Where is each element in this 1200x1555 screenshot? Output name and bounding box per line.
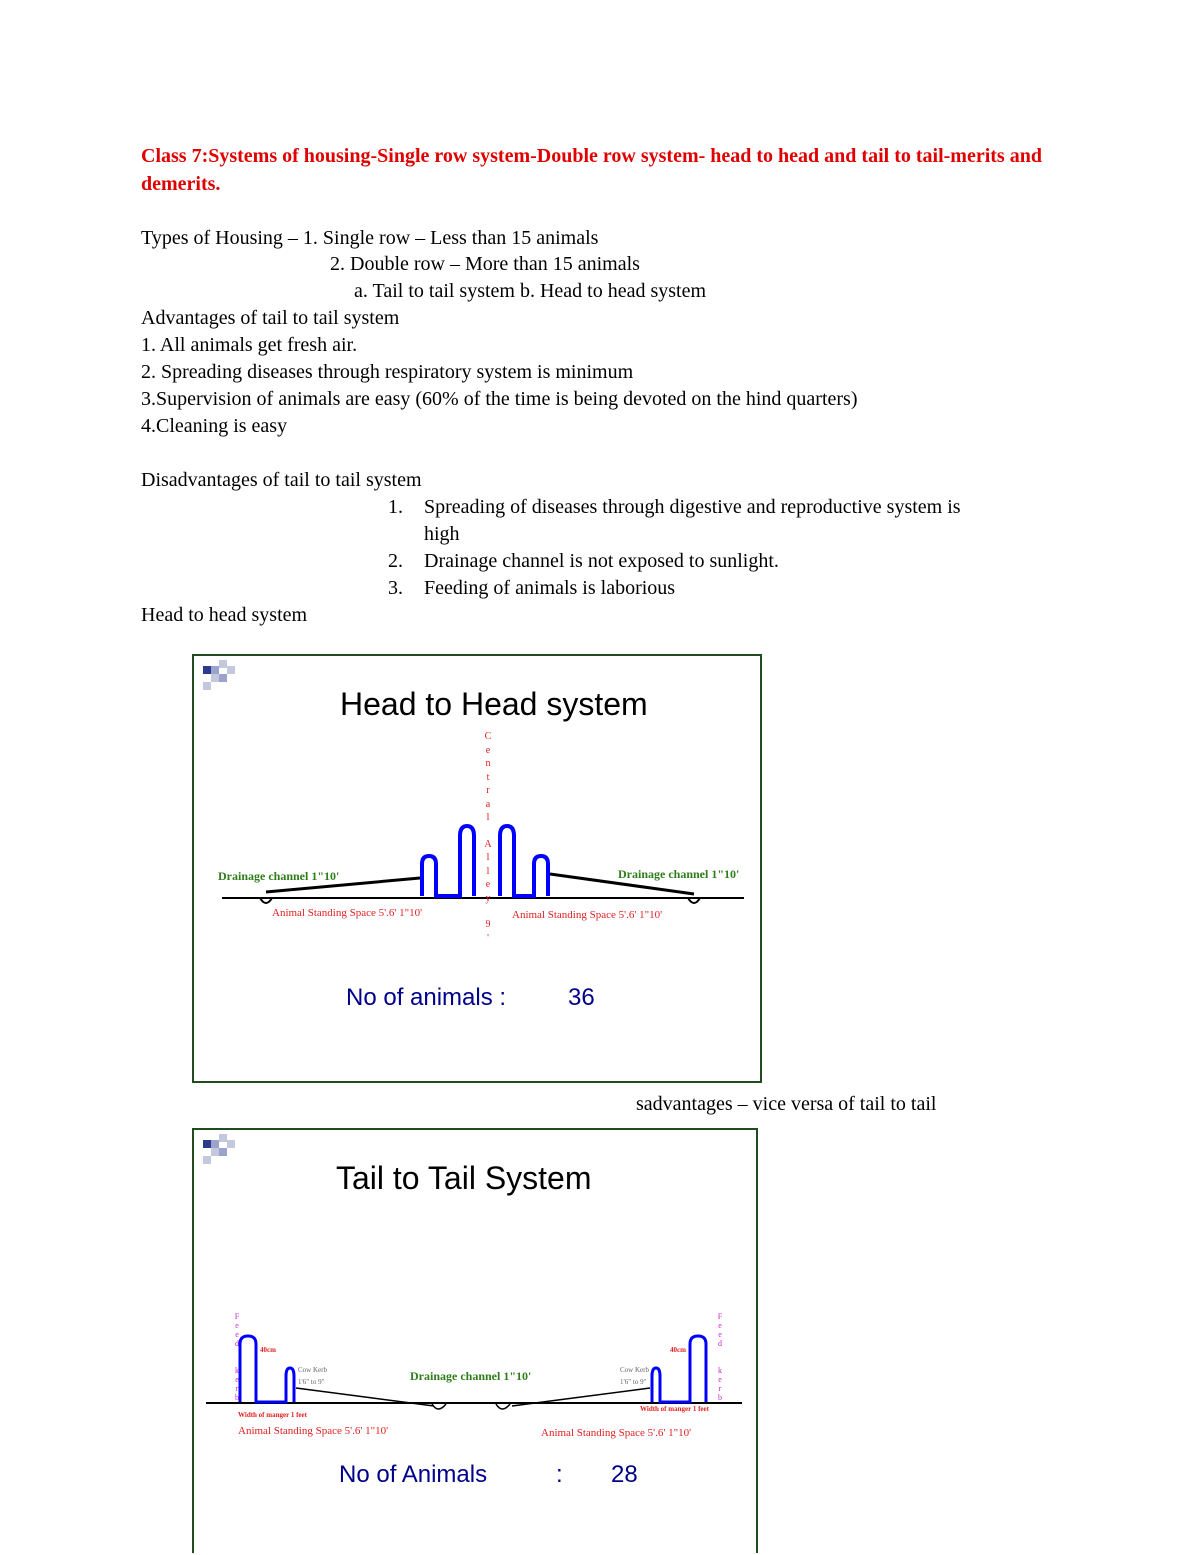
standing-space-right-label: Animal Standing Space 5'.6' 1"10' <box>512 909 663 921</box>
manger-width-left-label: Width of manger 1 feet <box>238 1411 307 1419</box>
types-line-2: 2. Double row – More than 15 animals <box>330 253 640 275</box>
feed-alley-left-label: F e e d k e r b <box>234 1312 240 1402</box>
advantages-title: Advantages of tail to tail system <box>141 307 400 329</box>
drain-right-label: Drainage channel 1"10' <box>618 867 740 881</box>
drain-label: Drainage channel 1"10' <box>410 1369 532 1383</box>
animal-count-label: No of Animals <box>339 1461 488 1488</box>
disadvantage-number: 1. <box>388 496 403 518</box>
disadvantage-number: 3. <box>388 577 403 599</box>
disadvantage-item: Spreading of diseases through digestive and reproductive system is <box>424 496 961 518</box>
disadvantage-item: Feeding of animals is laborious <box>424 577 676 599</box>
slide-logo-icon <box>203 1134 235 1164</box>
slide-title: Head to Head system <box>340 686 648 722</box>
manger-right-width: 40cm <box>670 1346 686 1354</box>
animal-count-colon: : <box>556 1461 563 1488</box>
cow-kerb-left-b: 1'6" to 9" <box>298 1378 325 1386</box>
vice-versa-note: sadvantages – vice versa of tail to tail <box>636 1093 937 1115</box>
animal-count-value: 28 <box>611 1461 638 1488</box>
head-to-head-label: Head to head system <box>141 604 308 626</box>
feed-alley-right-label: F e e d k e r b <box>717 1312 723 1402</box>
tail-to-tail-slide <box>192 1128 758 1553</box>
advantage-item: 2. Spreading diseases through respiratory system is minimum <box>141 361 634 383</box>
animal-count-label: No of animals : <box>346 984 507 1011</box>
drain-right <box>496 1404 510 1409</box>
advantage-item: 1. All animals get fresh air. <box>141 334 358 356</box>
manger-left <box>422 826 474 896</box>
slide-title: Tail to Tail System <box>336 1160 592 1196</box>
central-alley-label: C e n t r a l A l l e y 9 ' <box>484 731 492 944</box>
disadvantages-title: Disadvantages of tail to tail system <box>141 469 422 491</box>
advantage-item: 4.Cleaning is easy <box>141 415 288 437</box>
animal-count-value: 36 <box>568 984 595 1011</box>
cow-kerb-right-a: Cow Kerb <box>620 1366 649 1374</box>
disadvantage-number: 2. <box>388 550 403 572</box>
cow-kerb-right-b: 1'6" to 9" <box>620 1378 647 1386</box>
advantage-item: 3.Supervision of animals are easy (60% of the time is being devoted on the hind quarters) <box>141 388 858 410</box>
standing-space-left-label: Animal Standing Space 5'.6' 1"10' <box>238 1425 389 1437</box>
standing-space-left-label: Animal Standing Space 5'.6' 1"10' <box>272 907 423 919</box>
drain-left <box>432 1404 446 1409</box>
cow-kerb-left-a: Cow Kerb <box>298 1366 327 1374</box>
standing-space-right-label: Animal Standing Space 5'.6' 1"10' <box>541 1427 692 1439</box>
head-to-head-slide <box>192 654 762 1083</box>
types-line-3: a. Tail to tail system b. Head to head system <box>354 280 707 302</box>
manger-right <box>500 826 548 896</box>
disadvantage-item-cont: high <box>424 523 460 545</box>
manger-width-right-label: Width of manger 1 feet <box>640 1405 709 1413</box>
disadvantage-item: Drainage channel is not exposed to sunlight. <box>424 550 779 572</box>
types-line-1: Types of Housing – 1. Single row – Less than 15 animals <box>141 227 599 249</box>
page-title: Class 7:Systems of housing-Single row system-Double row system- head to head and tail to tail-merits and demerits. <box>141 145 1042 195</box>
manger-left-width: 40cm <box>260 1346 276 1354</box>
drain-left-label: Drainage channel 1"10' <box>218 869 340 883</box>
slide-logo-icon <box>203 660 235 690</box>
